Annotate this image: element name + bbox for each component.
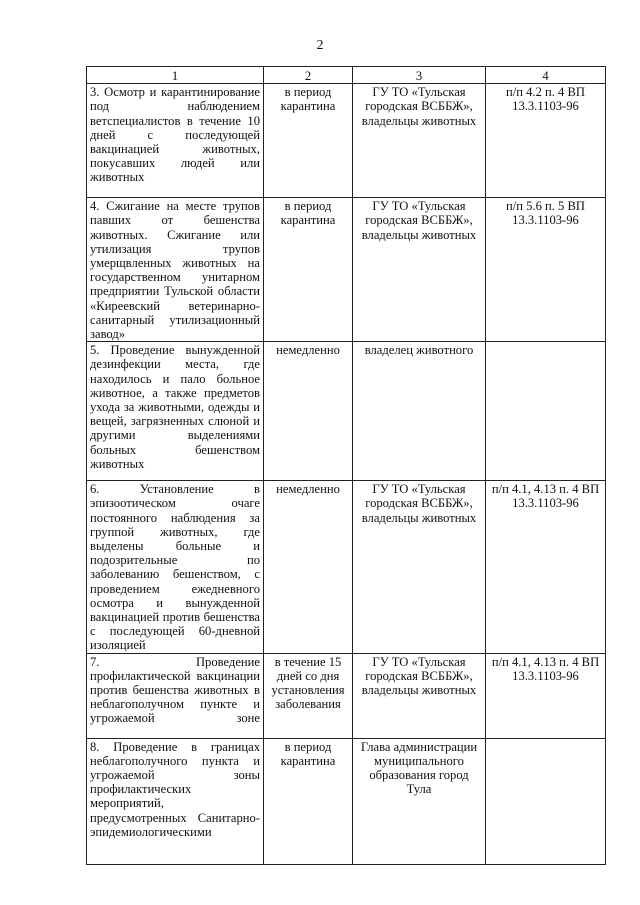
table-row: [87, 481, 606, 653]
column-header-1: 1: [87, 67, 264, 84]
responsible-cell: ГУ ТО «Тульская городская ВСББЖ», владельцы животных: [353, 481, 486, 653]
responsible-cell: Глава администрации муниципального образования город Тула: [353, 738, 486, 864]
measure-cell: 8. Проведение в границах неблагополучного пункта и угрожаемой зоны профилактических мероприятий, предусмотренных Санитарно-эпидемиологическими: [87, 738, 264, 864]
responsible-cell: ГУ ТО «Тульская городская ВСББЖ», владельцы животных: [353, 198, 486, 342]
table-row: [87, 342, 606, 481]
column-header-2: 2: [264, 67, 353, 84]
column-header-3: 3: [353, 67, 486, 84]
responsible-cell: ГУ ТО «Тульская городская ВСББЖ», владельцы животных: [353, 653, 486, 738]
measure-cell: 4. Сжигание на месте трупов павших от бешенства животных. Сжигание или утилизация трупов умерщвленных животных на государственном унитарном предприятии Тульской области «Киреевский ветеринарно-санитарный утилизационный завод»: [87, 198, 264, 342]
table-row: [87, 738, 606, 864]
deadline-cell: немедленно: [264, 342, 353, 481]
deadline-cell: в течение 15 дней со дня установления заболевания: [264, 653, 353, 738]
measure-cell: 3. Осмотр и карантинирование под наблюдением ветспециалистов в течение 10 дней с последующей вакцинацией животных, покусавших людей или животных: [87, 84, 264, 198]
table-row: [87, 198, 606, 342]
table-header-row: [87, 67, 606, 84]
basis-cell: п/п 4.1, 4.13 п. 4 ВП 13.3.1103-96: [486, 481, 606, 653]
responsible-cell: ГУ ТО «Тульская городская ВСББЖ», владельцы животных: [353, 84, 486, 198]
basis-cell: п/п 4.2 п. 4 ВП 13.3.1103-96: [486, 84, 606, 198]
deadline-cell: в период карантина: [264, 198, 353, 342]
basis-cell: [486, 738, 606, 864]
column-header-4: 4: [486, 67, 606, 84]
table-row: [87, 84, 606, 198]
responsible-cell: владелец животного: [353, 342, 486, 481]
deadline-cell: немедленно: [264, 481, 353, 653]
measure-cell: 5. Проведение вынужденной дезинфекции места, где находилось и пало больное животное, а также предметов ухода за животными, одежды и вещей, загрязненных слюной и другими выделениями больных бешенством животных: [87, 342, 264, 481]
basis-cell: [486, 342, 606, 481]
deadline-cell: в период карантина: [264, 738, 353, 864]
page-number: 2: [316, 38, 324, 53]
measure-cell: 6. Установление в эпизоотическом очаге постоянного наблюдения за группой животных, где выделены больные и подозрительные по заболеванию бешенством, с проведением ежедневного осмотра и вынужденной вакцинацией против бешенства с последующей 60-дневной изоляцией: [87, 481, 264, 653]
deadline-cell: в период карантина: [264, 84, 353, 198]
table-row: [87, 653, 606, 738]
basis-cell: п/п 5.6 п. 5 ВП 13.3.1103-96: [486, 198, 606, 342]
measures-table: [86, 66, 606, 865]
measure-cell: 7. Проведение профилактической вакцинации против бешенства животных в неблагополучном пункте и угрожаемой зоне: [87, 653, 264, 738]
basis-cell: п/п 4.1, 4.13 п. 4 ВП 13.3.1103-96: [486, 653, 606, 738]
